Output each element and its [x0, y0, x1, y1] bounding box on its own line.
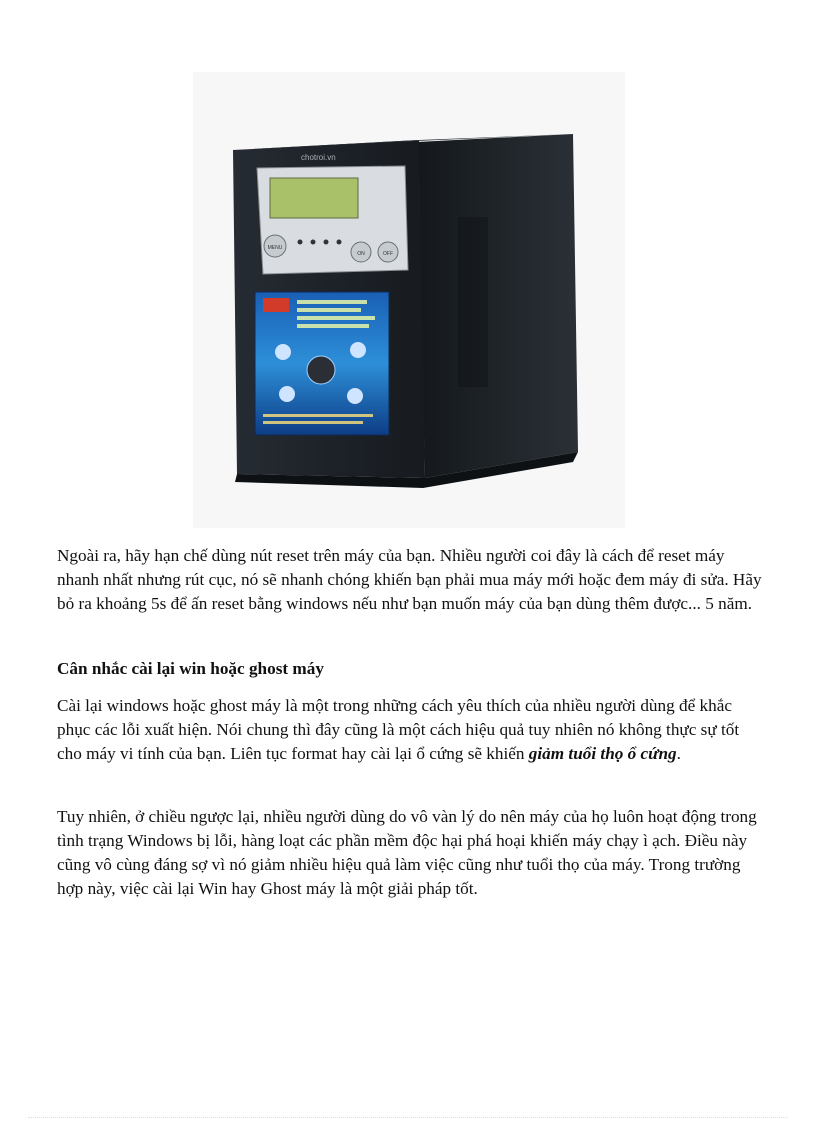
menu-button-label: MENU — [267, 245, 283, 251]
off-button-label: OFF — [383, 251, 393, 257]
paragraph-windows-errors: Tuy nhiên, ở chiều ngược lại, nhiều người dùng do vô vàn lý do nên máy của họ luôn hoạt động trong tình trạng Windows bị lỗi, hàng loạt các phần mềm độc hại phá hoại khiến máy chạy ì ạch. Điều này cũng vô cùng đáng sợ vì nó giảm nhiều hiệu quả làm việc cũng như tuổi thọ của máy. Trong trường hợp này, việc cài lại Win hay Ghost máy là một giải pháp tốt. — [57, 807, 757, 898]
paragraph-reinstall — [57, 694, 767, 766]
emphasis-text: giảm tuổi thọ ổ cứng — [528, 744, 677, 763]
paragraph-reinstall-end: . — [676, 744, 681, 763]
poster-logo — [263, 298, 289, 312]
ups-product-photo — [193, 72, 625, 528]
lcd-display — [270, 178, 358, 218]
brand-label: chotroi.vn — [301, 153, 336, 162]
ups-illustration — [193, 72, 625, 528]
ups-side-panel — [417, 134, 578, 478]
page-footer-rule — [28, 1117, 788, 1118]
section-heading: Cân nhắc cài lại win hoặc ghost máy — [57, 659, 324, 678]
vent-holes — [458, 217, 488, 387]
paragraph-reinstall-text: Cài lại windows hoặc ghost máy là một trong những cách yêu thích của nhiều người dùng để khắc phục các lỗi xuất hiện. Nói chung thì đây cũng là một cách hiệu quả tuy nhiên nó không thực sự tốt cho máy vi tính của bạn. Liên tục format hay cài lại ổ cứng sẽ khiến — [57, 696, 740, 763]
paragraph-reset-advice: Ngoài ra, hãy hạn chế dùng nút reset trên máy của bạn. Nhiều người coi đây là cách để reset máy nhanh nhất nhưng rút cục, nó sẽ nhanh chóng khiến bạn phải mua máy mới hoặc đem máy đi sửa. Hãy bỏ ra khoảng 5s để ấn reset bằng windows nếu như bạn muốn máy của bạn dùng thêm được... 5 năm. — [57, 546, 762, 613]
poster-center-device — [307, 356, 335, 384]
on-button-label: ON — [357, 251, 365, 257]
